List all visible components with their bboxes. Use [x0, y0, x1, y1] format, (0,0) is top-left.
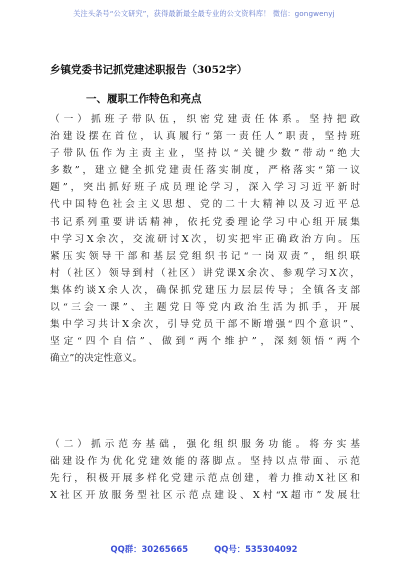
- paragraph-line: 础建设作为优化党建效能的落脚点。坚持以点带面、示范: [50, 456, 360, 468]
- paragraph-line: 治建设摆在首位，认真履行“第一责任人”职责，坚持班: [50, 131, 360, 143]
- footer-qq-group: QQ群：30265665: [110, 544, 189, 554]
- paragraph-line: 子带队伍作为主责主业，坚持以“关键少数”带动“绝大: [50, 148, 360, 160]
- paragraph-line: 以“三会一课”、主题党日等党内政治生活为抓手，开展: [50, 302, 360, 314]
- document-title: 乡镇党委书记抓党建述职报告（3052字）: [50, 64, 248, 76]
- paragraph-line: X社区开放服务型社区示范点建设、X村“X超市”发展壮: [50, 490, 360, 502]
- paragraph-2: [50, 436, 360, 504]
- paragraph-line: 书记系列重要讲话精神，依托党委理论学习中心组开展集: [50, 216, 360, 228]
- paragraph-line: （一）抓班子带队伍，织密党建责任体系。坚持把政: [50, 114, 360, 125]
- paragraph-line: 村（社区）领导到村（社区）讲党课X余次、参观学习X次，: [50, 267, 360, 279]
- paragraph-line: 中学习X余次，交流研讨X次，切实把牢正确政治方向。压: [50, 233, 360, 245]
- header-banner: 关注头条号“公文研究”，获得最新最全最专业的公文资料库！ 微信：gongwenyj: [73, 9, 335, 18]
- section-heading: 一、履职工作特色和亮点: [86, 93, 202, 105]
- paragraph-line: 代中国特色社会主义思想、党的二十大精神以及习近平总: [50, 199, 360, 211]
- paragraph-line: 集体约谈X余人次，确保抓党建压力层层传导；全镇各支部: [50, 284, 360, 296]
- paragraph-line: 题”，突出抓好班子成员理论学习，深入学习习近平新时: [50, 182, 360, 194]
- paragraph-line: 确立”的决定性意义。: [50, 353, 143, 365]
- paragraph-1: [50, 111, 360, 367]
- paragraph-line: 多数”，建立健全抓党建责任落实制度，严格落实“第一议: [50, 165, 360, 177]
- paragraph-line: 紧压实领导干部和基层党组织书记“一岗双责”，组织联: [50, 250, 360, 262]
- footer-qq-number: QQ号：535304092: [214, 544, 298, 554]
- paragraph-line: 坚定“四个自信”、做到“两个维护”，深刻领悟“两个: [50, 336, 360, 348]
- paragraph-line: 集中学习共计X余次，引导党员干部不断增强“四个意识”、: [50, 319, 360, 331]
- paragraph-line: （二）抓示范夯基础，强化组织服务功能。将夯实基: [50, 439, 360, 450]
- footer-contacts: [0, 543, 408, 555]
- paragraph-line: 先行，积极开展多样化党建示范点创建，着力推动X社区和: [50, 473, 360, 485]
